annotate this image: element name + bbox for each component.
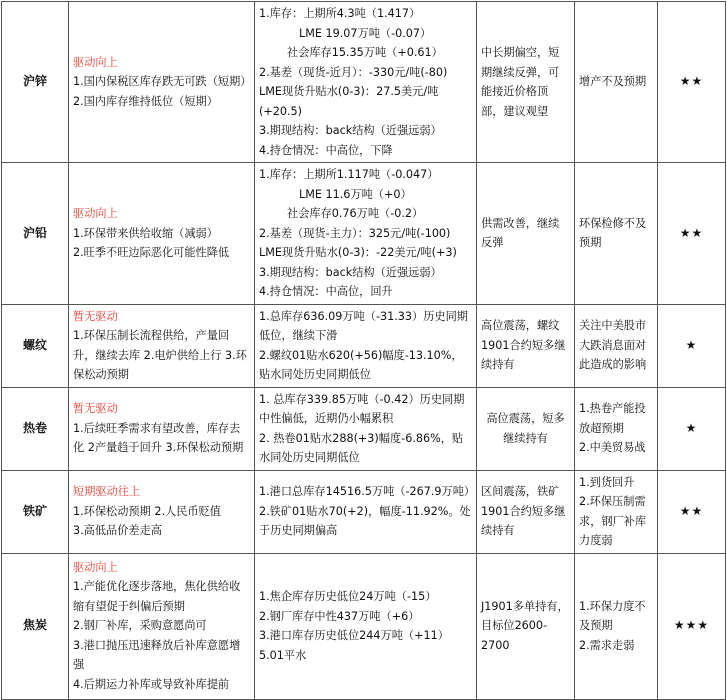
data-item: 3.期现结构：back结构（近强远弱） [259,124,442,137]
driver-direction: 驱动向上 [73,560,118,574]
risk-cell [575,387,658,470]
view-cell [477,470,575,553]
data-item: 1.库存：上期所1.117吨（-0.047） [259,168,439,181]
rating-stars: ★★ [658,163,726,305]
view-cell [477,163,575,305]
drivers-cell [69,304,255,387]
risk-text: 关注中美股市大跌消息面对此造成的影响 [579,319,647,372]
table-row [2,2,726,163]
commodity-table [1,1,726,700]
data-cell [255,470,477,553]
data-item: 4.持仓情况：中高位，下降 [259,143,393,157]
data-cell [255,553,477,699]
data-item: 3.期现结构：back结构（近强远弱） [259,265,442,279]
data-item: 社会库存0.76万吨（-0.2） [287,207,424,220]
data-item: LME 11.6万吨（+0） [299,187,412,201]
view-cell [477,553,575,699]
risk-text: 2.需求走弱 [579,638,635,652]
driver-item: 1.国内保税区库存跌无可跌（短期） [73,75,252,89]
risk-cell [575,470,658,553]
risk-cell [575,304,658,387]
drivers-cell [69,553,255,699]
data-item: 2.铁矿01贴水70(+2)，幅度-11.92%。处于历史同期偏高 [259,504,471,538]
data-item: 1.焦企库存历史低位24万吨（-15） [259,590,437,603]
view-text: 供需改善，继续反弹 [481,216,560,250]
data-item: 1.总库存636.09万吨（-31.33）历史同期低位，继续下滑 [259,309,468,342]
driver-item: 2.国内库存维持低位（短期） [73,94,218,108]
data-item: 2. 热卷01贴水288(+3)幅度-6.86%，贴水同处历史同期低位 [259,431,464,464]
data-item: 2.基差（现货-近月）：-330元/吨(-80) [259,65,448,79]
commodity-name: 沪铅 [2,163,69,305]
data-cell [255,304,477,387]
table-row [2,553,726,699]
driver-direction: 暂无驱动 [73,402,118,416]
driver-direction: 暂无驱动 [73,309,118,323]
commodity-name: 沪锌 [2,2,69,163]
data-item: 2.钢厂库存中性437万吨（+6） [259,609,420,623]
table-row [2,470,726,553]
table-row [2,387,726,470]
data-item: 1. 总库存339.85万吨（-0.42）历史同期中性偏低，近期仍小幅累积 [259,392,465,425]
risk-text: 2.中美贸易战 [579,441,646,455]
table-row [2,304,726,387]
data-item: 2.基差（现货-主力）：325元/吨(-100) [259,226,451,240]
driver-item: 2.旺季不旺边际恶化可能性降低 [73,246,230,259]
commodity-name: 螺纹 [2,304,69,387]
driver-item: 1.环保带来供给收缩（减弱） [73,226,218,240]
risk-text: 1.热卷产能投放超预期 [579,402,646,435]
drivers-cell [69,163,255,305]
data-item: 社会库存15.35万吨（+0.61） [287,46,443,59]
drivers-cell [69,470,255,553]
data-cell [255,163,477,305]
data-cell [255,387,477,470]
risk-text: 环保检修不及预期 [579,216,647,250]
rating-stars: ★ [658,304,726,387]
table-row [2,163,726,305]
commodity-name: 铁矿 [2,470,69,553]
commodity-name: 焦炭 [2,553,69,699]
view-text: 中长期偏空，短期继续反弹，可能接近价格顶部，建议观望 [481,46,560,118]
rating-stars: ★★ [658,2,726,163]
driver-item: 2.钢厂补库，采购意愿尚可 [73,619,207,633]
data-item: LME 19.07万吨（-0.07） [299,26,432,40]
rating-stars: ★ [658,387,726,470]
view-cell [477,387,575,470]
driver-direction: 驱动向上 [73,207,118,220]
view-text: 高位震荡，螺纹1901合约短多继续持有 [481,319,566,372]
risk-cell [575,553,658,699]
risk-cell [575,163,658,305]
drivers-cell [69,387,255,470]
driver-direction: 驱动向上 [73,55,118,69]
drivers-cell [69,2,255,163]
view-text: 高位震荡，短多继续持有 [486,412,565,445]
driver-item: 4.后期运力补库或导致补库提前 [73,677,230,691]
data-item: 1.港口总库存14516.5万吨（-267.9万吨） [259,485,476,499]
driver-item: 3.高低品价差走高 [73,524,162,538]
data-item: 3.港口库存历史低位244万吨（+11） [259,629,449,642]
data-item: 1.库存：上期所4.3吨（1.417） [259,7,421,20]
view-cell [477,2,575,163]
driver-item: 3.港口抛压迅速释放后补库意愿增强 [73,638,241,672]
data-item: 4.持仓情况：中高位，回升 [259,285,393,298]
risk-text: 2.环保压制需求，钢厂补库力度弱 [579,495,647,547]
driver-item: 1.环保压制长流程供给，产量回升，继续去库 2.电炉供给上行 3.环保松动预期 [73,329,247,381]
driver-item: 1.产能优化逐步落地，焦化供给收缩有望促于纠偏后预期 [73,580,241,613]
view-text: J1901多单持有，目标位2600-2700 [481,599,569,652]
rating-stars: ★★ [658,470,726,553]
data-item: 5.01平水 [259,648,307,662]
data-cell [255,2,477,163]
data-item: LME现货升贴水(0-3)：27.5美元/吨(+20.5) [259,85,439,118]
driver-item: 1.环保松动预期 2.人民币贬值 [73,504,221,518]
risk-text: 1.到货回升 [579,475,635,489]
risk-cell [575,2,658,163]
risk-text: 增产不及预期 [579,75,647,89]
driver-item: 1.后续旺季需求有望改善，库存去化 2产量趋于回升 3.环保松动预期 [73,421,244,455]
commodity-name: 热卷 [2,387,69,470]
view-text: 区间震荡，铁矿1901合约短多继续持有 [481,485,566,538]
data-item: 2.螺纹01贴水620(+56)幅度-13.10%，贴水同处历史同期低位 [259,348,463,381]
view-cell [477,304,575,387]
risk-text: 1.环保力度不及预期 [579,599,646,633]
data-item: LME现货升贴水(0-3)：-22美元/吨(+3) [259,246,457,259]
driver-direction: 短期驱动往上 [73,485,141,499]
rating-stars: ★★★ [658,553,726,699]
